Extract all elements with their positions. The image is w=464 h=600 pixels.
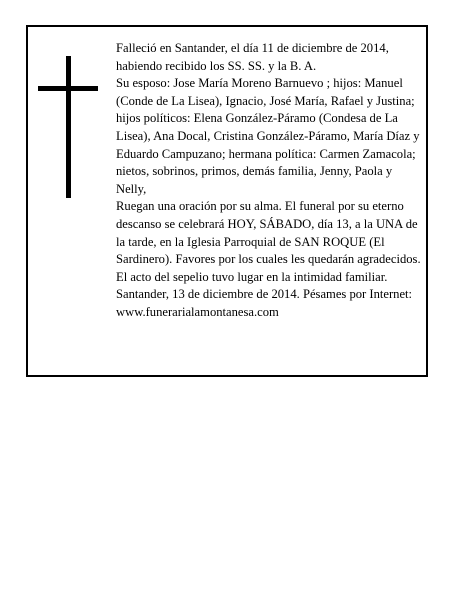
notice-text	[116, 40, 422, 322]
death-announcement: Falleció en Santander, el día 11 de diciembre de 2014, habiendo recibido los SS. SS. y la B. A.	[116, 41, 389, 73]
family-list: Su esposo: Jose María Moreno Barnuevo ; hijos: Manuel (Conde de La Lisea), Ignacio, José María, Rafael y Justina; hijos políticos: Elena González-Páramo (Condesa de La Lisea), Ana Docal, Cristina González-Páramo, María Díaz y Eduardo Campuzano; hermana política: Carmen Zamacola; nietos, sobrinos, primos, demás familia, Jenny, Paola y Nelly,	[116, 76, 420, 196]
cross-horizontal-bar	[38, 86, 98, 91]
latin-cross-icon	[38, 56, 98, 198]
place-date-condolences: Santander, 13 de diciembre de 2014. Pésames por Internet: www.funerarialamontanesa.com	[116, 287, 413, 319]
cross-vertical-bar	[66, 56, 71, 198]
obituary-notice	[26, 25, 428, 377]
funeral-details: Ruegan una oración por su alma. El funeral por su eterno descanso se celebrará HOY, SÁBADO, día 13, a la UNA de la tarde, en la Iglesia Parroquial de SAN ROQUE (El Sardinero). Favores por los cuales les quedarán agradecidos. El acto del sepelio tuvo lugar en la intimidad familiar.	[116, 199, 421, 284]
